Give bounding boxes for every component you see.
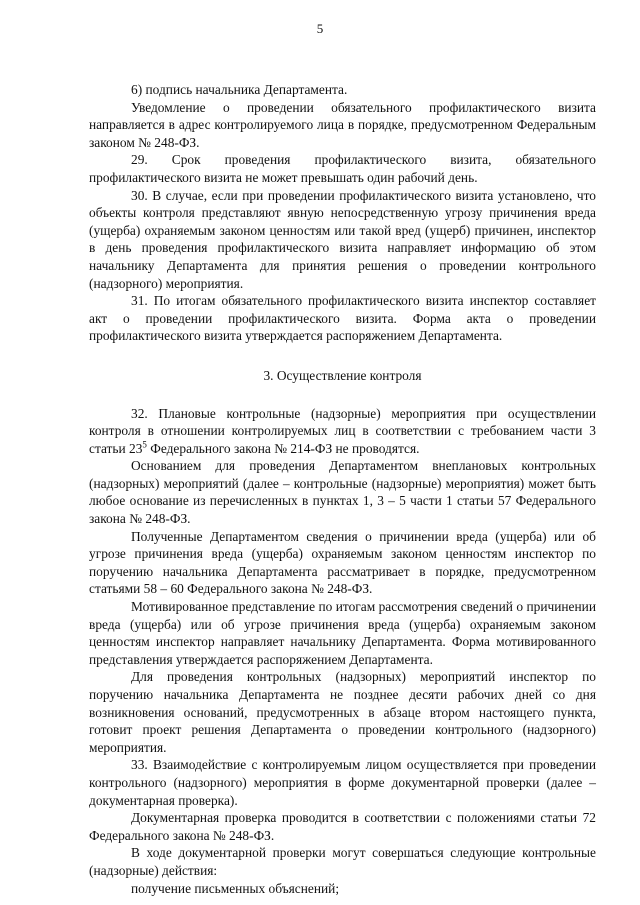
paragraph-received-info: Полученные Департаментом сведения о причинении вреда (ущерба) или об угрозе причинения вреда (ущерба) охраняемым законом ценностям инспектор по поручению начальника Департамента рассматривает в порядке, предусмотренном статьями 58 – 60 Федерального закона № 248-ФЗ. <box>89 528 596 597</box>
paragraph-motivated-submission: Мотивированное представление по итогам рассмотрения сведений о причинении вреда (ущерба) или об угрозе причинения вреда (ущерба) охраняемым законом ценностям инспектор направляет начальнику Департамента. Форма мотивированного представления утверждается распоряжением Департамента. <box>89 599 596 667</box>
paragraph-written-explanations: получение письменных объяснений; <box>131 880 340 896</box>
document-body <box>89 81 596 897</box>
paragraph-32-superscript: 5 <box>142 439 147 450</box>
page-number: 5 <box>316 21 324 36</box>
paragraph-notification: Уведомление о проведении обязательного профилактического визита направляется в адрес контролируемого лица в порядке, предусмотренном Федеральным законом № 248-ФЗ. <box>89 99 596 150</box>
paragraph-control-actions: В ходе документарной проверки могут совершаться следующие контрольные (надзорные) действия: <box>89 845 596 878</box>
paragraph-32 <box>89 405 596 458</box>
paragraph-33: 33. Взаимодействие с контролируемым лицом осуществляется при проведении контрольного (надзорного) мероприятия в форме документарной проверки (далее – документарная проверка). <box>89 757 596 808</box>
paragraph-grounds: Основанием для проведения Департаментом внеплановых контрольных (надзорных) мероприятий (далее – контрольные (надзорные) мероприятия) может быть любое основание из перечисленных в пунктах 1, 3 – 5 части 1 статьи 57 Федерального закона № 248-ФЗ. <box>89 458 596 527</box>
paragraph-32-text: 32. Плановые контрольные (надзорные) мероприятия при осуществлении контроля в отношении контролируемых лиц в соответствии с требованием части 3 статьи 23 <box>89 405 596 456</box>
paragraph-documentary-check: Документарная проверка проводится в соответствии с положениями статьи 72 Федерального закона № 248-ФЗ. <box>89 810 596 843</box>
paragraph-item-6: 6) подпись начальника Департамента. <box>131 82 348 97</box>
paragraph-30: 30. В случае, если при проведении профилактического визита установлено, что объекты контроля представляют явную непосредственную угрозу причинения вреда (ущерба) охраняемым законом ценностям или такой вред (ущерб) причинен, инспектор в день проведения профилактического визита направляет информацию об этом начальнику Департамента для принятия решения о проведении контрольного (надзорного) мероприятия. <box>89 187 596 291</box>
paragraph-draft-decision: Для проведения контрольных (надзорных) мероприятий инспектор по поручению начальника Департамента не позднее десяти рабочих дней со дня возникновения оснований, предусмотренных в абзаце втором настоящего пункта, готовит проект решения Департамента о проведении контрольного (надзорного) мероприятия. <box>89 669 596 755</box>
section-heading: 3. Осуществление контроля <box>263 367 422 383</box>
paragraph-29: 29. Срок проведения профилактического визита, обязательного профилактического визита не может превышать один рабочий день. <box>89 152 596 185</box>
paragraph-32-text-end: Федерального закона № 214-ФЗ не проводятся. <box>146 440 420 456</box>
paragraph-31: 31. По итогам обязательного профилактического визита инспектор составляет акт о проведении профилактического визита. Форма акта о проведении профилактического визита утверждается распоряжением Департамента. <box>89 293 596 344</box>
